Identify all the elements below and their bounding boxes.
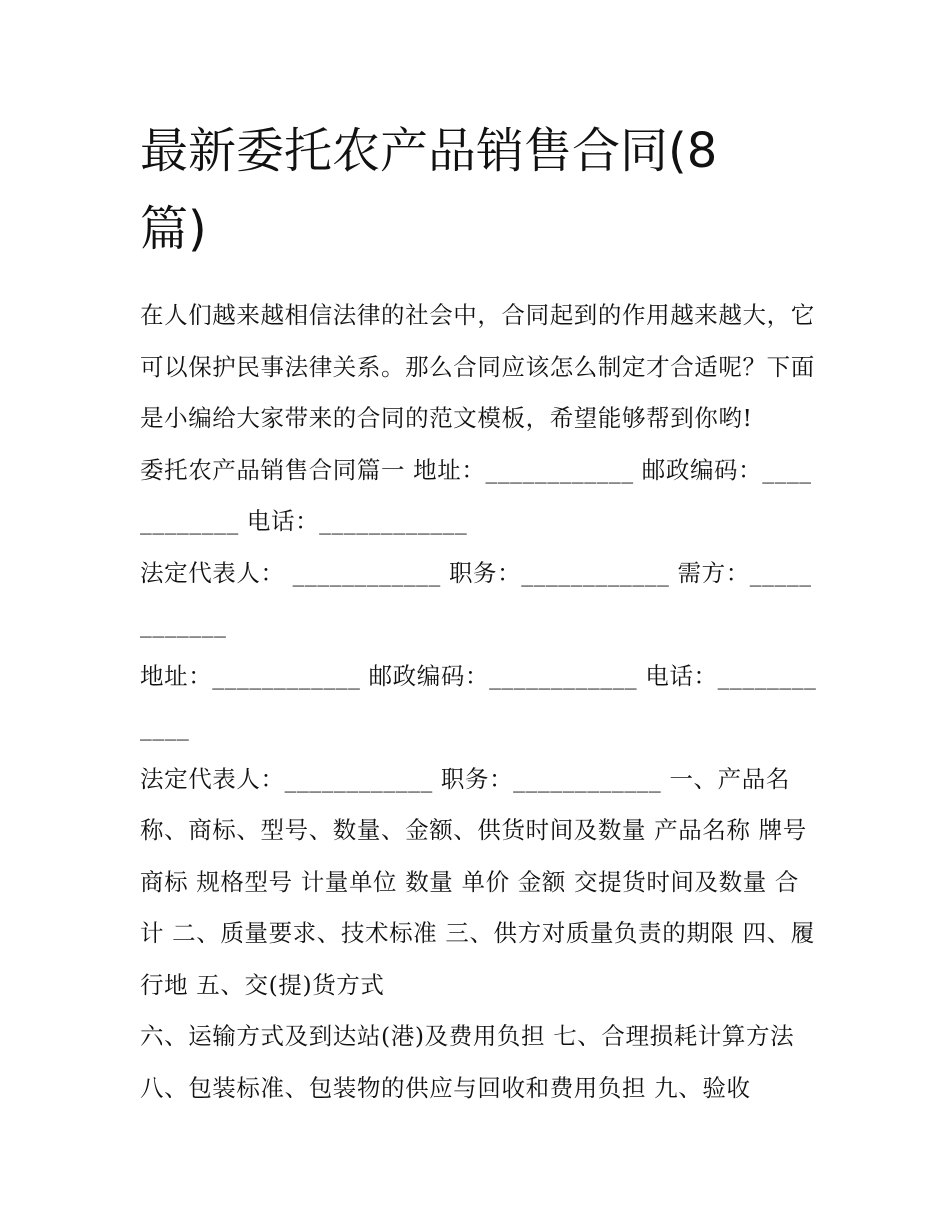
contract-terms-paragraph: 法定代表人：____________ 职务：____________ 一、产品名称、商标、型号、数量、金额、供货时间及数量 产品名称 牌号商标 规格型号 计量单位 数量 单价 金额 交提货时间及数量 合计 二、质量要求、技术标准 三、供方对质量负责的期限 四、履行地 五、交(提)货方式: [140, 764, 815, 999]
intro-paragraph: 在人们越来越相信法律的社会中，合同起到的作用越来越大，它可以保护民事法律关系。那么合同应该怎么制定才合适呢？下面是小编给大家带来的合同的范文模板，希望能够帮到你哟!: [140, 301, 815, 432]
contract-party-address-line: 委托农产品销售合同篇一 地址：____________ 邮政编码：____________ 电话：____________: [140, 455, 812, 535]
contract-terms-continued-paragraph: 六、运输方式及到达站(港)及费用负担 七、合理损耗计算方法 八、包装标准、包装物的供应与回收和费用负担 九、验收: [140, 1022, 795, 1102]
buyer-address-line: 地址：____________ 邮政编码：____________ 电话：____________: [140, 661, 817, 741]
legal-representative-line: 法定代表人： ____________ 职务：____________ 需方：____________: [140, 558, 812, 638]
page-title: 最新委托农产品销售合同(8篇): [140, 123, 718, 257]
document-page: [140, 112, 820, 1114]
